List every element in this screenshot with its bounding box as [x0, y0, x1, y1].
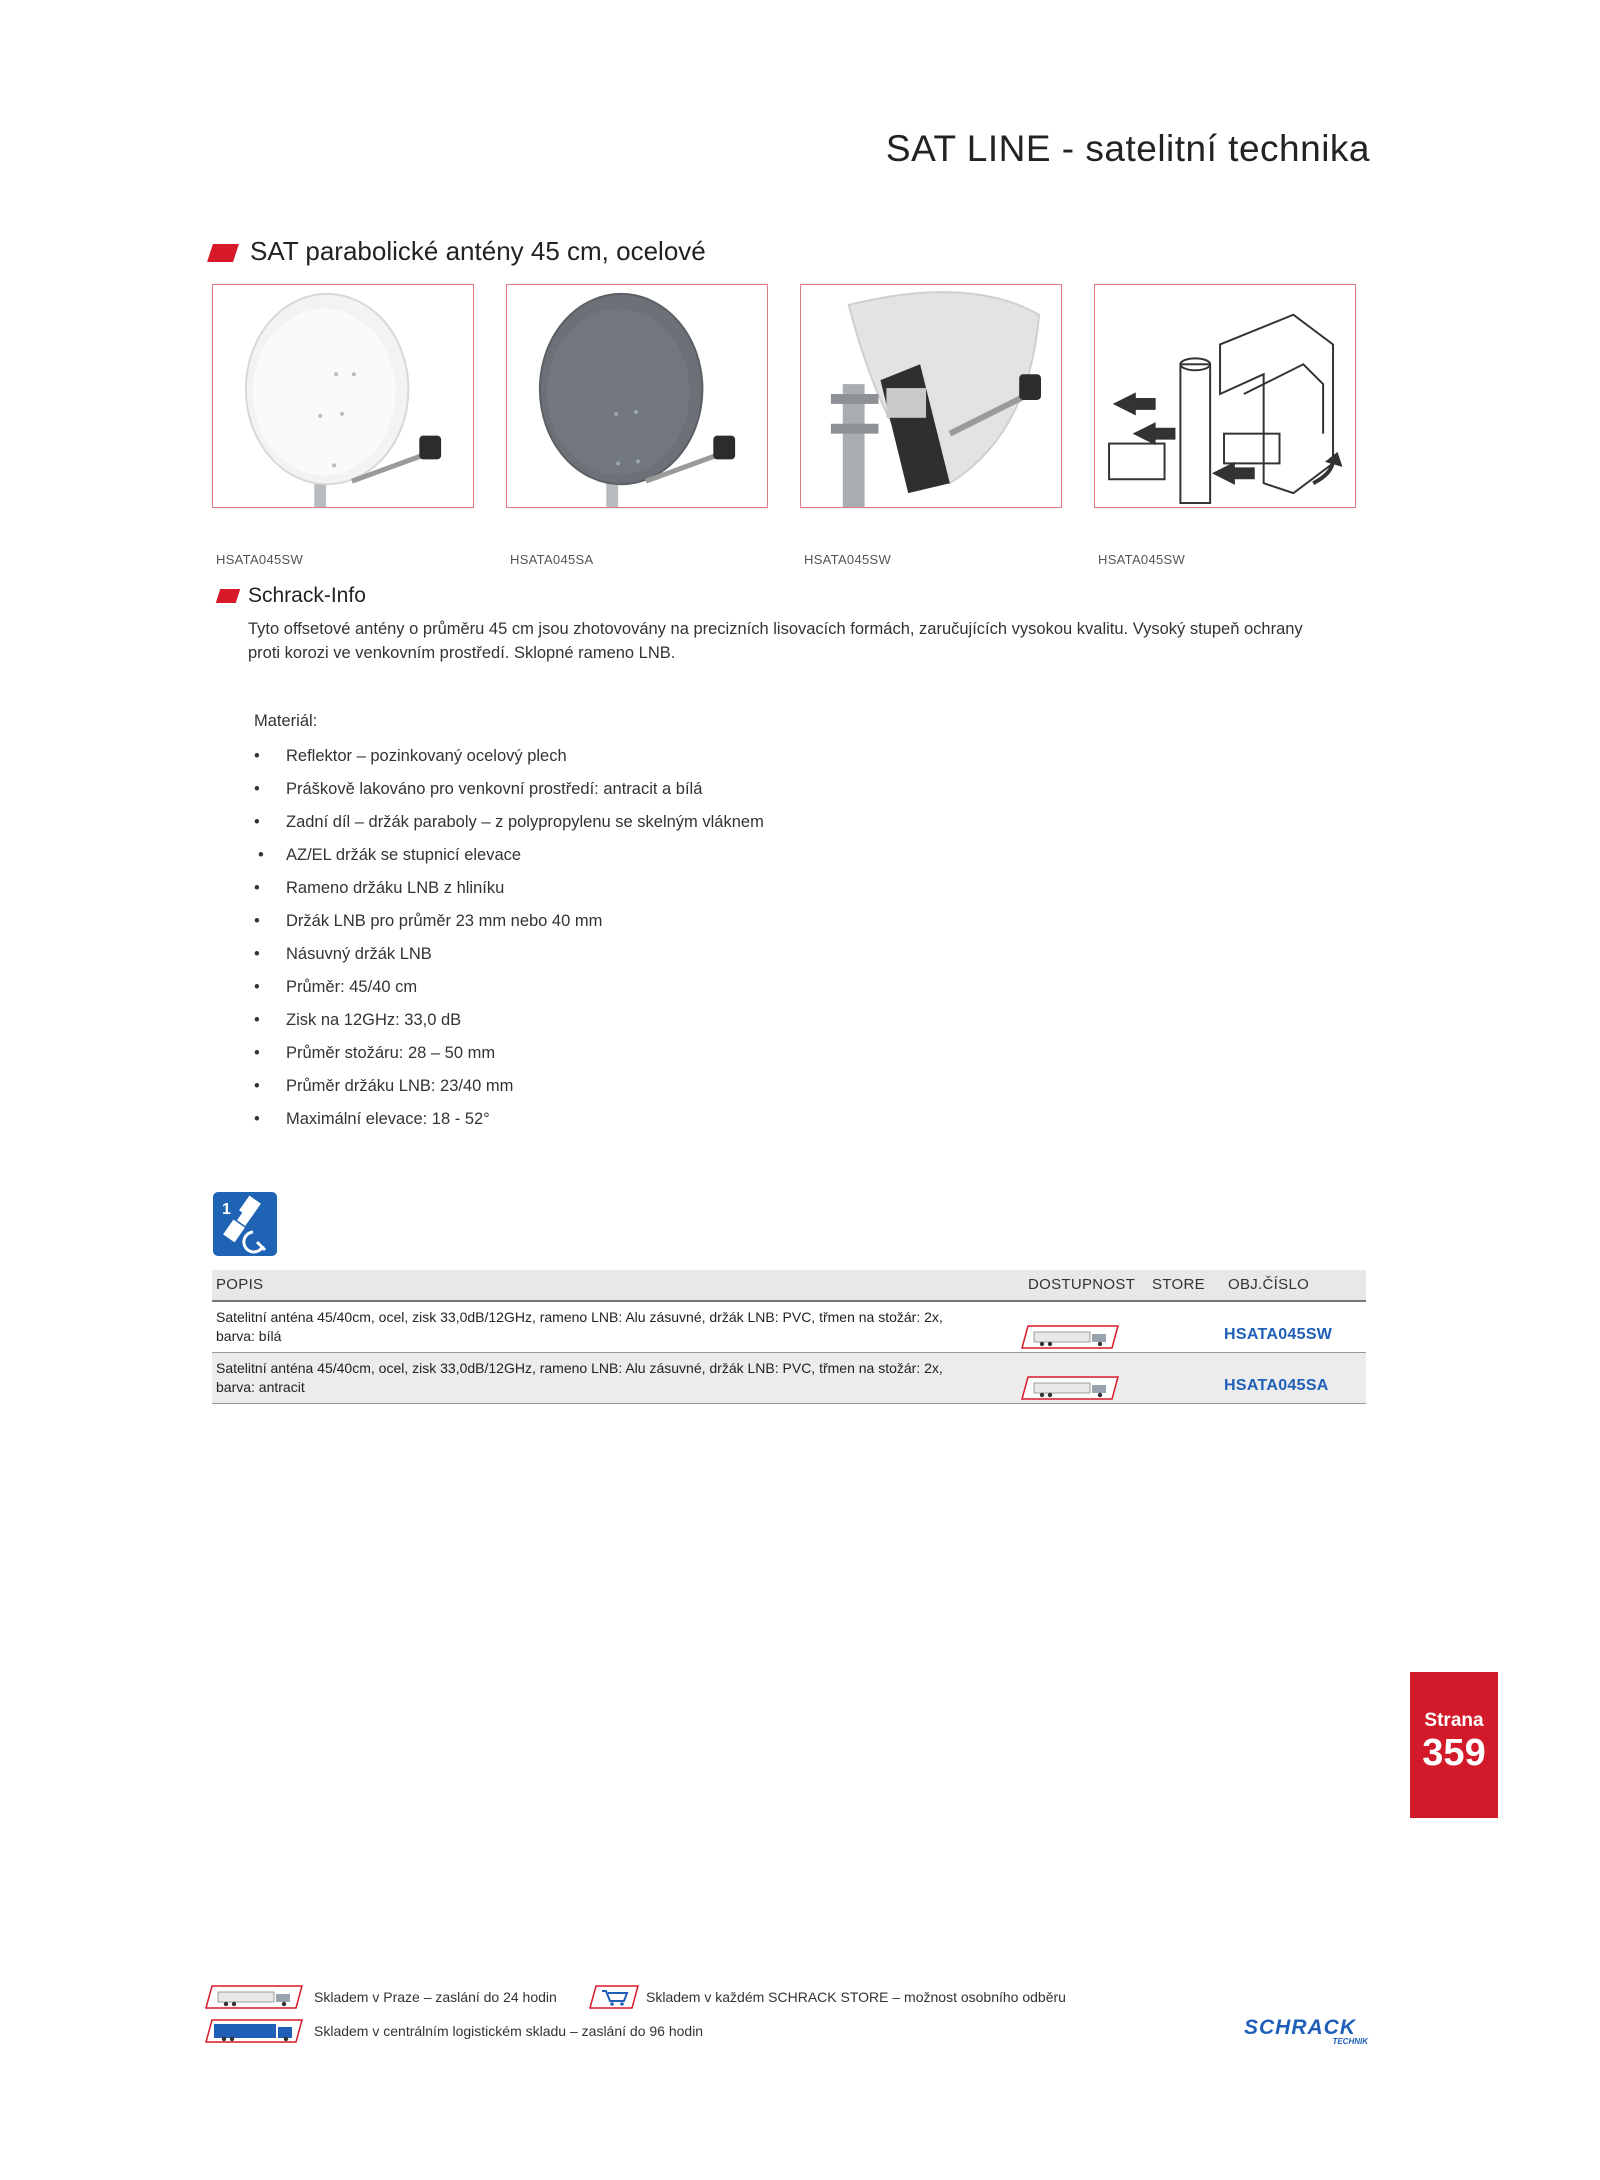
image-caption: HSATA045SA — [510, 552, 594, 567]
bullet: • — [254, 1077, 260, 1095]
bullet: • — [254, 780, 260, 798]
shopping-cart-icon — [588, 1984, 640, 2010]
truck-prague-icon — [1020, 1324, 1120, 1350]
feature-item — [252, 877, 764, 910]
bullet: • — [254, 1110, 260, 1128]
truck-prague-icon — [204, 1984, 304, 2010]
logo-name: SCHRACK — [1244, 2016, 1356, 2039]
info-description: Tyto offsetové antény o průměru 45 cm jsou zhotovovány na precizních lisovacích formách, zaručujících vysokou kvalitu. Vysoký stupeň ochrany proti korozi ve venkovním prostředí. Sklopné rameno LNB. — [248, 620, 1303, 662]
feature-text: Maximální elevace: 18 - 52° — [286, 1110, 490, 1128]
product-image-assembly-drawing — [1094, 284, 1356, 508]
row-description — [216, 1308, 1006, 1346]
image-caption: HSATA045SW — [1098, 552, 1186, 567]
feature-list — [252, 745, 764, 1141]
info-heading — [218, 584, 366, 608]
logo-sub: TECHNIK — [1332, 2037, 1368, 2046]
info-marker-icon — [216, 589, 241, 603]
bullet: • — [258, 846, 264, 864]
bullet: • — [254, 978, 260, 996]
row-description-line: Satelitní anténa 45/40cm, ocel, zisk 33,0dB/12GHz, rameno LNB: Alu zásuvné, držák LNB: PVC, třmen na stožár: 2x, — [216, 1309, 943, 1325]
bullet: • — [254, 1044, 260, 1062]
feature-item — [252, 1042, 764, 1075]
image-caption: HSATA045SW — [216, 552, 304, 567]
feature-text: Reflektor – pozinkovaný ocelový plech — [286, 747, 567, 765]
feature-text: Násuvný držák LNB — [286, 945, 432, 963]
satellite-icon — [213, 1192, 277, 1256]
material-label: Materiál: — [254, 712, 318, 730]
feature-text: Držák LNB pro průměr 23 mm nebo 40 mm — [286, 912, 603, 930]
page-number-tab — [1410, 1672, 1498, 1818]
feature-item — [252, 976, 764, 1009]
feature-text: Průměr držáku LNB: 23/40 mm — [286, 1077, 514, 1095]
bullet: • — [254, 1011, 260, 1029]
feature-text: Průměr: 45/40 cm — [286, 978, 418, 996]
page-label: Strana — [1424, 1710, 1484, 1731]
info-heading-text: Schrack-Info — [248, 584, 366, 607]
row-description — [216, 1359, 1006, 1397]
table-row — [212, 1302, 1366, 1353]
legend-prague: Skladem v Praze – zaslání do 24 hodin — [314, 1989, 557, 2005]
legend-central: Skladem v centrálním logistickém skladu – zaslání do 96 hodin — [314, 2023, 704, 2039]
feature-text: Rameno držáku LNB z hliníku — [286, 879, 505, 897]
schrack-logo — [1244, 2016, 1374, 2056]
mount-detail-illustration — [801, 285, 1061, 507]
row-description-line: barva: antracit — [216, 1379, 305, 1395]
row-description-line: Satelitní anténa 45/40cm, ocel, zisk 33,0dB/12GHz, rameno LNB: Alu zásuvné, držák LNB: PVC, třmen na stožár: 2x, — [216, 1360, 943, 1376]
product-table — [212, 1270, 1366, 1404]
feature-text: Zadní díl – držák paraboly – z polypropylenu se skelným vláknem — [286, 813, 764, 831]
product-image-mount-detail — [800, 284, 1062, 508]
table-row — [212, 1353, 1366, 1404]
feature-item — [252, 778, 764, 811]
feature-text: Průměr stožáru: 28 – 50 mm — [286, 1044, 496, 1062]
feature-item — [252, 811, 764, 844]
header-store: STORE — [1152, 1276, 1205, 1293]
table-header — [212, 1270, 1366, 1302]
bullet: • — [254, 747, 260, 765]
assembly-drawing-illustration — [1095, 285, 1355, 507]
feature-item — [252, 1108, 764, 1141]
feature-text: Práškově lakováno pro venkovní prostředí: antracit a bílá — [286, 780, 703, 798]
feature-item — [252, 844, 764, 877]
bullet: • — [254, 912, 260, 930]
white-dish-illustration — [213, 285, 473, 507]
truck-central-icon — [204, 2018, 304, 2044]
truck-prague-icon — [1020, 1375, 1120, 1401]
feature-item — [252, 745, 764, 778]
satellite-category-icon — [213, 1192, 277, 1256]
anthracite-dish-illustration — [507, 285, 767, 507]
bullet: • — [254, 879, 260, 897]
header-dostupnost: DOSTUPNOST — [1028, 1276, 1136, 1293]
order-code-link[interactable]: HSATA045SW — [1224, 1326, 1333, 1343]
feature-item — [252, 910, 764, 943]
product-image-white-dish — [212, 284, 474, 508]
feature-item — [252, 1075, 764, 1108]
header-obj-cislo: OBJ.ČÍSLO — [1228, 1276, 1310, 1293]
badge-number: 1 — [222, 1201, 231, 1218]
page-title: SAT LINE - satelitní technika — [885, 128, 1370, 169]
bullet: • — [254, 813, 260, 831]
header-popis: POPIS — [216, 1276, 264, 1293]
feature-text: AZ/EL držák se stupnicí elevace — [286, 846, 522, 864]
section-marker-icon — [207, 244, 239, 262]
image-caption: HSATA045SW — [804, 552, 892, 567]
feature-item — [252, 1009, 764, 1042]
feature-text: Zisk na 12GHz: 33,0 dB — [286, 1011, 462, 1029]
order-code-link[interactable]: HSATA045SA — [1224, 1377, 1329, 1394]
feature-item — [252, 943, 764, 976]
page-number: 359 — [1422, 1732, 1486, 1774]
row-description-line: barva: bílá — [216, 1328, 282, 1344]
section-heading — [210, 236, 706, 267]
legend-store: Skladem v každém SCHRACK STORE – možnost osobního odběru — [646, 1989, 1066, 2005]
bullet: • — [254, 945, 260, 963]
section-heading-text: SAT parabolické antény 45 cm, ocelové — [250, 236, 706, 266]
product-image-anthracite-dish — [506, 284, 768, 508]
